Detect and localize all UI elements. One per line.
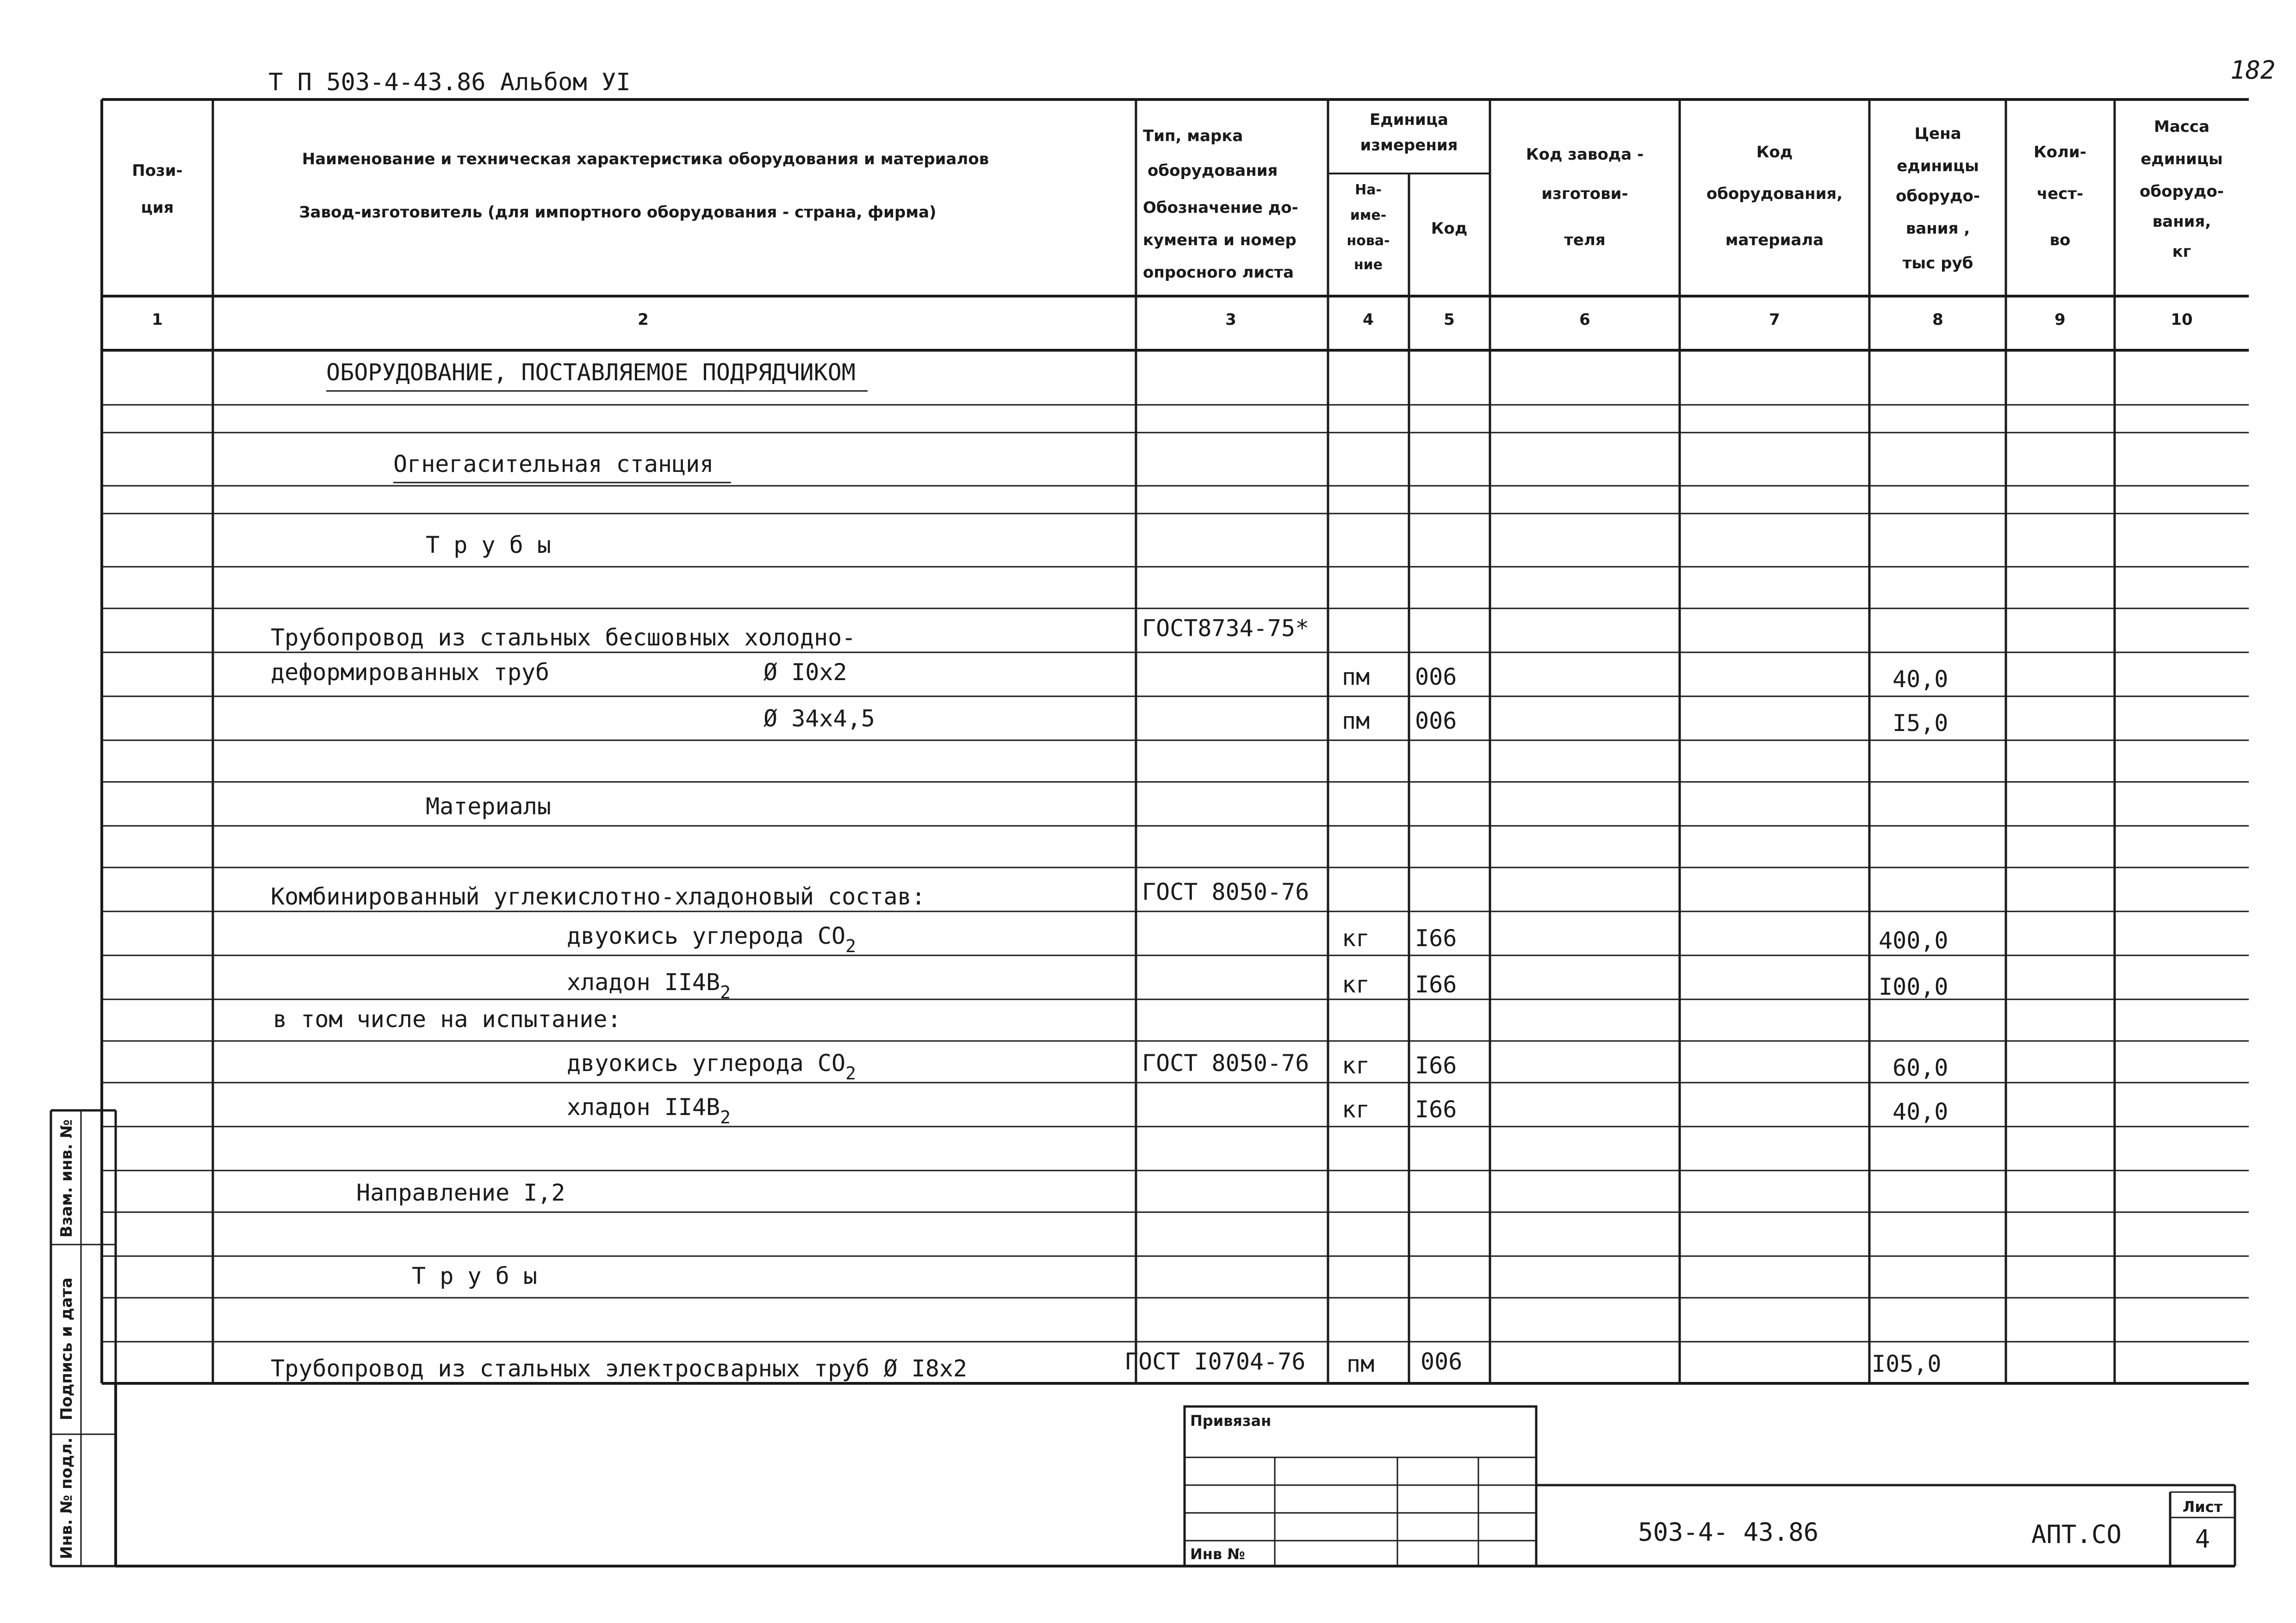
freon-price: I00,0 (1879, 973, 1948, 1000)
side-stamp-vzam-inv: Взам. инв. № (57, 1119, 76, 1238)
pipe-size-2: Ø 34x4,5 (763, 705, 875, 732)
header-mass-1: Масса (2153, 118, 2210, 136)
side-stamp-inv-podl: Инв. № подл. (57, 1437, 76, 1559)
header-equip-code-1: Код (1756, 143, 1793, 161)
co2-test-price: 60,0 (1893, 1054, 1948, 1081)
pipes-heading-2: Т р у б ы (412, 1263, 537, 1289)
pipeline1-doc: ГОСТ8734-75* (1142, 615, 1309, 642)
co2-item: двуокись углерода $CO_2$ (567, 923, 856, 956)
header-factory-2: изготови- (1541, 185, 1628, 203)
unit-code-2: 006 (1415, 707, 1457, 734)
col-number: 4 (1363, 310, 1374, 329)
page-corner-mark: 182 (2230, 56, 2276, 85)
header-type-2: оборудования (1148, 161, 1278, 180)
pipes-heading-1: Т р у б ы (426, 532, 551, 558)
header-type-4: кумента и номер (1143, 231, 1297, 249)
header-equip-code-2: оборудования, (1706, 185, 1843, 203)
header-mass-3: оборудо- (2140, 182, 2224, 201)
header-unit-group-1: Единица (1370, 111, 1448, 129)
combo-doc: ГОСТ 8050-76 (1142, 879, 1309, 905)
price-1: 40,0 (1893, 666, 1948, 693)
unit-2: пм (1342, 707, 1370, 734)
inv-no-label: Инв № (1190, 1545, 1245, 1563)
header-unit-name-3: нова- (1347, 233, 1390, 249)
header-unit-code: Код (1431, 219, 1468, 238)
unit-code-1: 006 (1415, 663, 1457, 690)
co2-test-code: I66 (1415, 1052, 1457, 1079)
pipe-size-1: Ø I0x2 (763, 659, 847, 686)
col-number: 3 (1225, 310, 1236, 329)
table-body (271, 359, 1948, 1382)
header-price-3: оборудо- (1896, 187, 1980, 205)
header-name-1: Наименование и техническая характеристика оборудования и материалов (302, 150, 989, 168)
header-qty-2: чест- (2036, 185, 2084, 203)
header-factory-1: Код завода - (1526, 145, 1644, 164)
pipeline1-line-a: Трубопровод из стальных бесшовных холодно- (271, 624, 856, 651)
freon-test-unit: кг (1342, 1096, 1370, 1123)
header-mass-4: вания, (2152, 212, 2211, 231)
col-number: 7 (1769, 310, 1780, 329)
freon-code: I66 (1415, 971, 1457, 998)
table-header (132, 111, 2224, 282)
header-name-2: Завод-изготовитель (для импортного оборудования - страна, фирма) (299, 203, 937, 222)
header-equip-code-3: материала (1725, 231, 1824, 249)
header-price-4: вания , (1905, 219, 1970, 238)
header-price-1: Цена (1914, 124, 1961, 143)
co2-code: I66 (1415, 925, 1457, 952)
header-type-3: Обозначение до- (1143, 198, 1298, 217)
header-factory-3: теля (1564, 231, 1606, 249)
co2-unit: кг (1342, 925, 1370, 952)
col-number: 6 (1579, 310, 1590, 329)
header-qty-1: Коли- (2034, 143, 2086, 161)
direction-heading: Направление I,2 (356, 1179, 565, 1206)
unit-1: пм (1342, 663, 1370, 690)
price-2: I5,0 (1893, 710, 1948, 737)
header-position-2: ция (141, 198, 174, 217)
header-unit-name-2: име- (1350, 207, 1387, 223)
freon-test-code: I66 (1415, 1096, 1457, 1123)
freon-item: хладон $II4B_2$ (567, 969, 731, 1003)
freon-test-item: хладон $II4B_2$ (567, 1094, 731, 1127)
header-qty-3: во (2049, 231, 2071, 249)
freon-test-price: 40,0 (1893, 1098, 1948, 1125)
title-block (116, 1383, 2235, 1566)
pipeline2-code: 006 (1421, 1348, 1463, 1375)
pipeline2-doc: ГОСТ I0704-76 (1124, 1348, 1306, 1375)
col-number: 2 (638, 310, 649, 329)
side-stamp-signature-date: Подпись и дата (57, 1277, 76, 1420)
freon-unit: кг (1342, 971, 1370, 998)
column-numbers (152, 310, 2193, 329)
section-code: АПТ.СО (2031, 1520, 2122, 1549)
col-number: 5 (1444, 310, 1455, 329)
privyazan-label: Привязан (1190, 1412, 1272, 1430)
pipeline2-price: I05,0 (1872, 1350, 1942, 1377)
test-subheading: в том числе на испытание: (273, 1006, 621, 1033)
col-number: 9 (2054, 310, 2066, 329)
header-type-5: опросного листа (1143, 263, 1294, 282)
header-mass-5: кг (2172, 242, 2191, 261)
col-number: 1 (152, 310, 163, 329)
side-stamp (51, 1110, 116, 1566)
document-title: Т П 503-4-43.86 Альбом УI (268, 68, 631, 96)
combo-composition: Комбинированный углекислотно-хладоновый состав: (271, 883, 925, 910)
header-price-5: тыс руб (1902, 254, 1973, 273)
header-position-1: Пози- (132, 161, 183, 180)
pipeline1-line-b: деформированных труб (271, 659, 550, 686)
co2-test-unit: кг (1342, 1052, 1370, 1079)
doc-code: 503-4- 43.86 (1638, 1518, 1819, 1547)
header-unit-group-2: измерения (1360, 136, 1458, 155)
pipeline2-item: Трубопровод из стальных электросварных труб Ø I8x2 (271, 1355, 968, 1382)
materials-heading: Материалы (426, 793, 551, 820)
pipeline2-unit: пм (1347, 1350, 1375, 1377)
co2-test-doc: ГОСТ 8050-76 (1142, 1050, 1309, 1077)
col-number: 8 (1932, 310, 1943, 329)
section-title: ОБОРУДОВАНИЕ, ПОСТАВЛЯЕМОЕ ПОДРЯДЧИКОМ (326, 359, 856, 386)
co2-test-item: двуокись углерода $CO_2$ (567, 1050, 856, 1084)
header-unit-name-1: На- (1355, 182, 1382, 198)
header-unit-name-4: ние (1353, 257, 1383, 273)
col-number: 10 (2171, 310, 2193, 329)
co2-price: 400,0 (1879, 927, 1948, 954)
header-price-2: единицы (1897, 157, 1979, 175)
header-type-1: Тип, марка (1143, 127, 1243, 145)
station-title: Огнегасительная станция (393, 451, 714, 477)
header-mass-2: единицы (2141, 150, 2223, 168)
sheet-number: 4 (2195, 1524, 2210, 1554)
sheet-label: Лист (2182, 1498, 2223, 1516)
